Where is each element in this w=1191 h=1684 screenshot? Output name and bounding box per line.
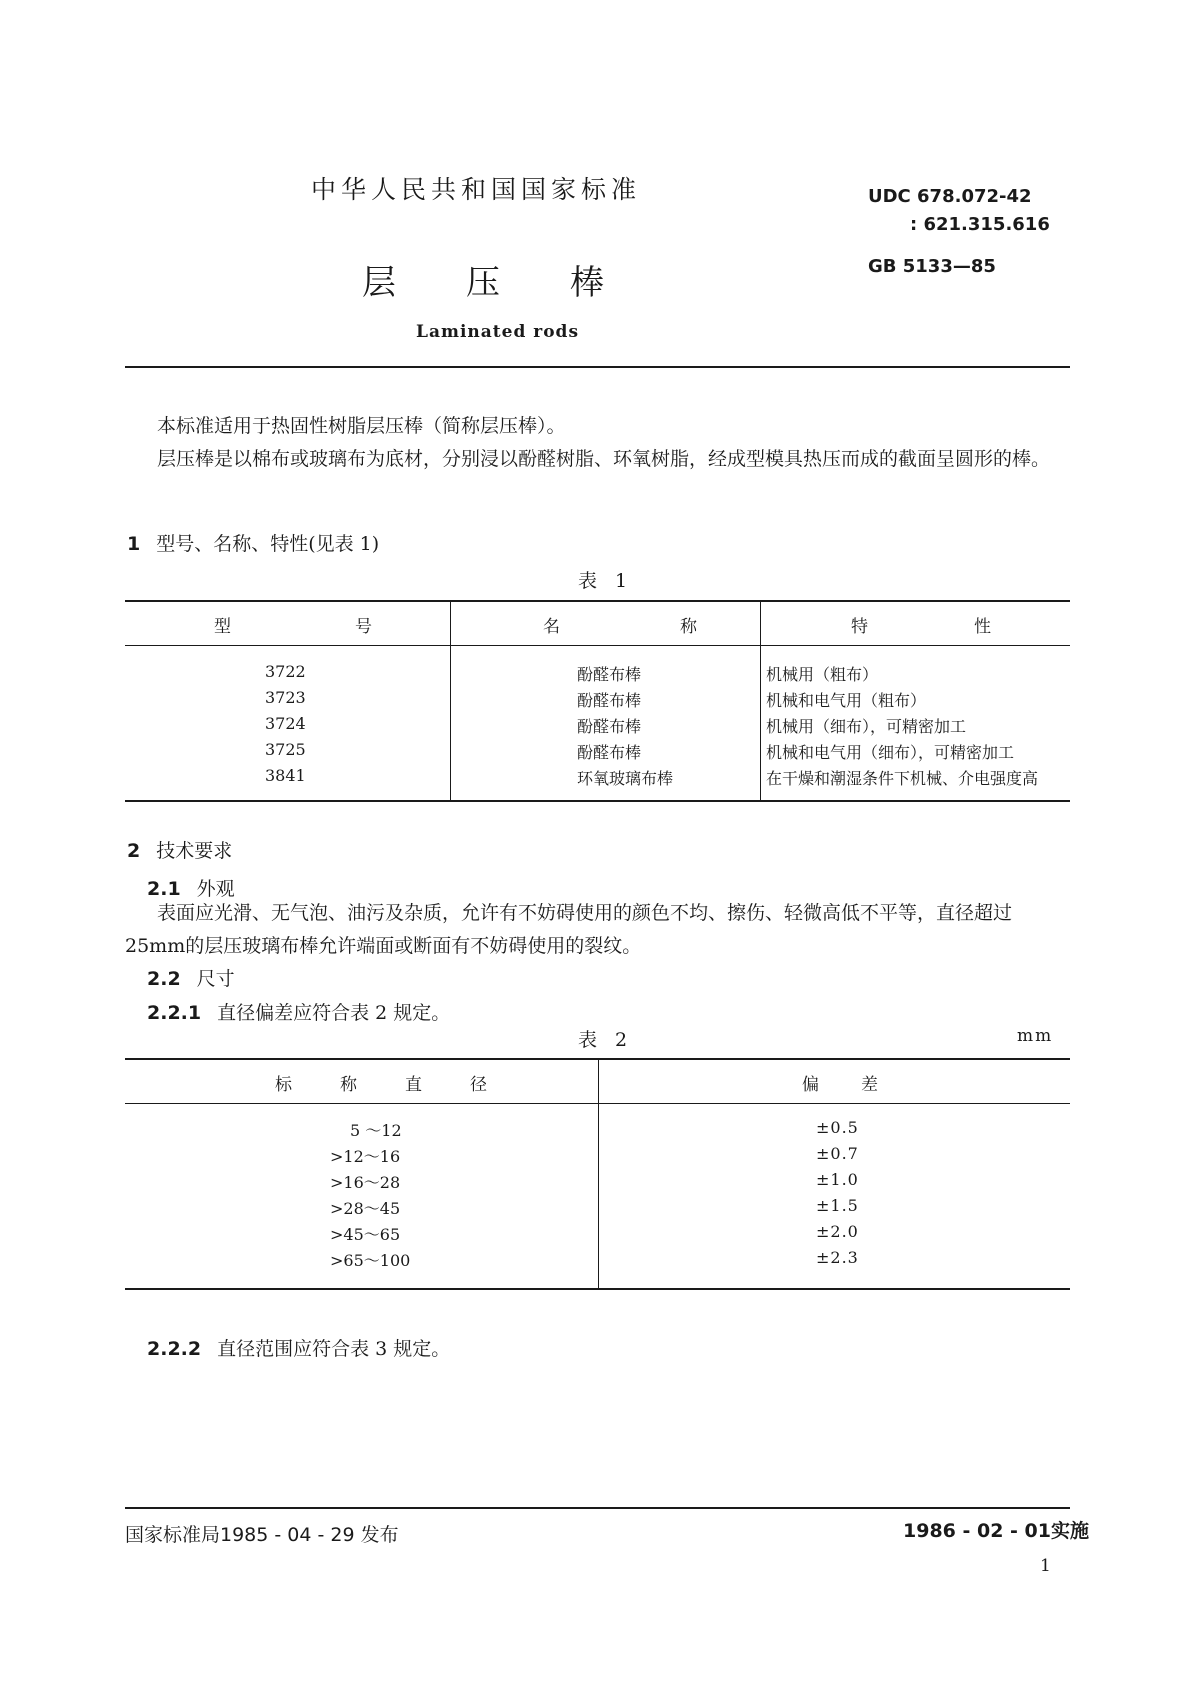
page-number: 1 xyxy=(1040,1556,1051,1576)
section-title: 技术要求 xyxy=(156,840,233,862)
table2-cell-diameter: >65～100 xyxy=(330,1251,411,1270)
table1-top-rule xyxy=(125,600,1070,602)
section-1-heading xyxy=(127,529,379,556)
table1-cell-property: 机械用（粗布） xyxy=(766,665,879,684)
table1-cell-model: 3723 xyxy=(265,688,306,707)
table1-header-model: 型号 xyxy=(214,617,496,637)
table1-cell-name: 酚醛布棒 xyxy=(577,691,642,710)
document-title-en: Laminated rods xyxy=(416,322,580,342)
section-2-2-heading xyxy=(147,964,235,991)
section-title: 外观 xyxy=(196,878,235,900)
table2-cell-deviation: ±2.0 xyxy=(816,1222,859,1241)
table2-col-divider xyxy=(598,1058,599,1288)
table1-cell-model: 3725 xyxy=(265,740,306,759)
table1-head-rule xyxy=(125,645,1070,646)
table1-cell-name: 酚醛布棒 xyxy=(577,743,642,762)
section-text: 直径偏差应符合表 2 规定。 xyxy=(217,1002,451,1024)
table1-cell-property: 机械和电气用（粗布） xyxy=(766,691,927,710)
table2-cell-deviation: ±0.5 xyxy=(816,1118,859,1137)
section-text: 直径范围应符合表 3 规定。 xyxy=(217,1338,451,1360)
table2-cell-diameter: >16～28 xyxy=(330,1173,401,1192)
table2-header-diameter: 标称直径 xyxy=(275,1075,535,1095)
section-2-2-2-heading xyxy=(147,1334,450,1361)
table2-bottom-rule xyxy=(125,1288,1070,1290)
intro-text xyxy=(125,410,1070,476)
section-title: 尺寸 xyxy=(196,968,235,990)
section-2-1-paragraph: 表面应光滑、无气泡、油污及杂质，允许有不妨碍使用的颜色不均、擦伤、轻微高低不平等，直径超过25mm的层压玻璃布棒允许端面或断面有不妨碍使用的裂纹。 xyxy=(125,902,1013,957)
section-2-heading xyxy=(127,836,232,863)
table1-cell-name: 环氧玻璃布棒 xyxy=(577,769,674,788)
table2-cell-diameter: >12～16 xyxy=(330,1147,401,1166)
table2-cell-deviation: ±0.7 xyxy=(816,1144,859,1163)
intro-paragraph-1: 本标准适用于热固性树脂层压棒（简称层压棒）。 xyxy=(157,415,566,437)
table2-unit: mm xyxy=(1017,1026,1054,1046)
table1-cell-name: 酚醛布棒 xyxy=(577,717,642,736)
section-number: 2.2 xyxy=(147,968,181,990)
intro-paragraph-2: 层压棒是以棉布或玻璃布为底材，分别浸以酚醛树脂、环氧树脂，经成型模具热压而成的截面呈圆形的棒。 xyxy=(157,448,1051,470)
table2-cell-diameter: >45～65 xyxy=(330,1225,401,1244)
table1-cell-model: 3724 xyxy=(265,714,306,733)
udc-code-line1: UDC 678.072-42 xyxy=(868,186,1032,207)
standard-org-title: 中华人民共和国国家标准 xyxy=(311,175,642,204)
table2-header-deviation: 偏差 xyxy=(802,1075,920,1095)
table1-cell-model: 3841 xyxy=(265,766,306,785)
table2-cell-deviation: ±2.3 xyxy=(816,1248,859,1267)
table2-cell-diameter: >28～45 xyxy=(330,1199,401,1218)
udc-code-line2: : 621.315.616 xyxy=(910,214,1050,235)
table2-caption: 表 2 xyxy=(578,1029,634,1051)
table1-cell-property: 在干燥和潮湿条件下机械、介电强度高 xyxy=(766,769,1039,788)
section-2-1-body xyxy=(125,897,1070,963)
section-number: 2 xyxy=(127,840,141,862)
section-number: 2.2.2 xyxy=(147,1338,202,1360)
section-number: 2.2.1 xyxy=(147,1002,202,1024)
table1-cell-name: 酚醛布棒 xyxy=(577,665,642,684)
table1-cell-property: 机械和电气用（细布），可精密加工 xyxy=(766,743,1015,762)
issue-date: 国家标准局1985 - 04 - 29 发布 xyxy=(125,1524,399,1546)
table1-cell-model: 3722 xyxy=(265,662,306,681)
section-number: 1 xyxy=(127,533,141,555)
table1-header-property: 特性 xyxy=(851,617,1097,637)
section-number: 2.1 xyxy=(147,878,181,900)
table1-bottom-rule xyxy=(125,800,1070,802)
header-divider xyxy=(125,366,1070,368)
table2-cell-diameter: 5 ～12 xyxy=(350,1121,402,1140)
section-2-2-1-heading xyxy=(147,998,450,1025)
effective-date: 1986 - 02 - 01实施 xyxy=(903,1520,1089,1542)
table2-cell-deviation: ±1.0 xyxy=(816,1170,859,1189)
table1-header-name: 名称 xyxy=(543,617,817,637)
table2-cell-deviation: ±1.5 xyxy=(816,1196,859,1215)
document-title-cn: 层压棒 xyxy=(362,263,674,303)
table1-cell-property: 机械用（细布），可精密加工 xyxy=(766,717,967,736)
gb-number: GB 5133—85 xyxy=(868,256,996,277)
footer-divider xyxy=(125,1507,1070,1509)
table1-caption: 表 1 xyxy=(578,570,634,592)
section-title: 型号、名称、特性(见表 1) xyxy=(156,533,380,555)
